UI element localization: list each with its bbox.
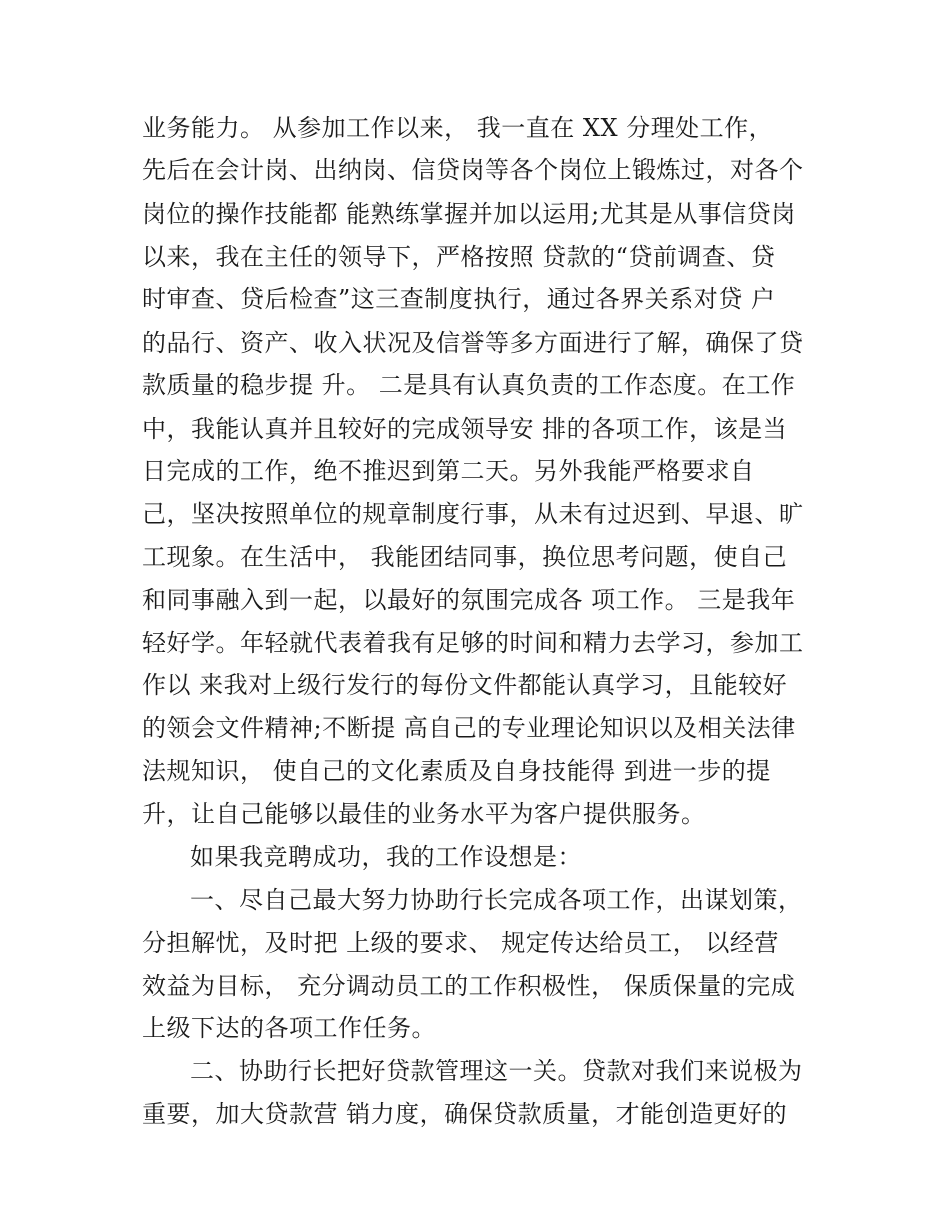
- text-line: 工现象。在生活中， 我能团结同事，换位思考问题，使自己: [142, 543, 788, 571]
- text-line: 业务能力。 从参加工作以来， 我一直在 XX 分理处工作，: [142, 114, 774, 142]
- text-line: 效益为目标， 充分调动员工的工作积极性， 保质保量的完成: [142, 972, 796, 1000]
- text-line: 重要，加大贷款营 销力度，确保贷款质量，才能创造更好的: [142, 1100, 788, 1128]
- text-line: 的品行、资产、收入状况及信誉等多方面进行了解，确保了贷: [142, 329, 804, 357]
- paragraph-first-line: 如果我竞聘成功，我的工作设想是：: [190, 843, 582, 871]
- text-line: 法规知识， 使自己的文化素质及自身技能得 到进一步的提: [142, 757, 771, 785]
- text-line: 和同事融入到一起，以最好的氛围完成各 项工作。 三是我年: [142, 586, 796, 614]
- paragraph-first-line: 二、协助行长把好贷款管理这一关。贷款对我们来说极为: [190, 1057, 803, 1085]
- text-line: 日完成的工作，绝不推迟到第二天。另外我能严格要求自: [142, 457, 755, 485]
- text-line: 上级下达的各项工作任务。: [142, 1014, 436, 1042]
- text-line: 己，坚决按照单位的规章制度行事，从未有过迟到、早退、旷: [142, 500, 804, 528]
- text-line: 岗位的操作技能都 能熟练掌握并加以运用;尤其是从事信贷岗: [142, 200, 796, 228]
- text-line: 的领会文件精神;不断提 高自己的专业理论知识以及相关法律: [142, 714, 796, 742]
- text-line: 款质量的稳步提 升。 二是具有认真负责的工作态度。在工作: [142, 371, 796, 399]
- text-line: 分担解忧，及时把 上级的要求、 规定传达给员工， 以经营: [142, 929, 779, 957]
- text-line: 轻好学。年轻就代表着我有足够的时间和精力去学习，参加工: [142, 629, 804, 657]
- text-line: 作以 来我对上级行发行的每份文件都能认真学习，且能较好: [142, 671, 788, 699]
- text-line: 以来，我在主任的领导下，严格按照 贷款的“贷前调查、贷: [142, 243, 776, 271]
- text-line: 升，让自己能够以最佳的业务水平为客户提供服务。: [142, 800, 706, 828]
- text-line: 中，我能认真并且较好的完成领导安 排的各项工作，该是当: [142, 415, 788, 443]
- text-line: 先后在会计岗、出纳岗、信贷岗等各个岗位上锻炼过，对各个: [142, 156, 804, 184]
- paragraph-first-line: 一、尽自己最大努力协助行长完成各项工作，出谋划策，: [190, 886, 803, 914]
- text-line: 时审查、贷后检查”这三查制度执行，通过各界关系对贷 户: [142, 285, 776, 313]
